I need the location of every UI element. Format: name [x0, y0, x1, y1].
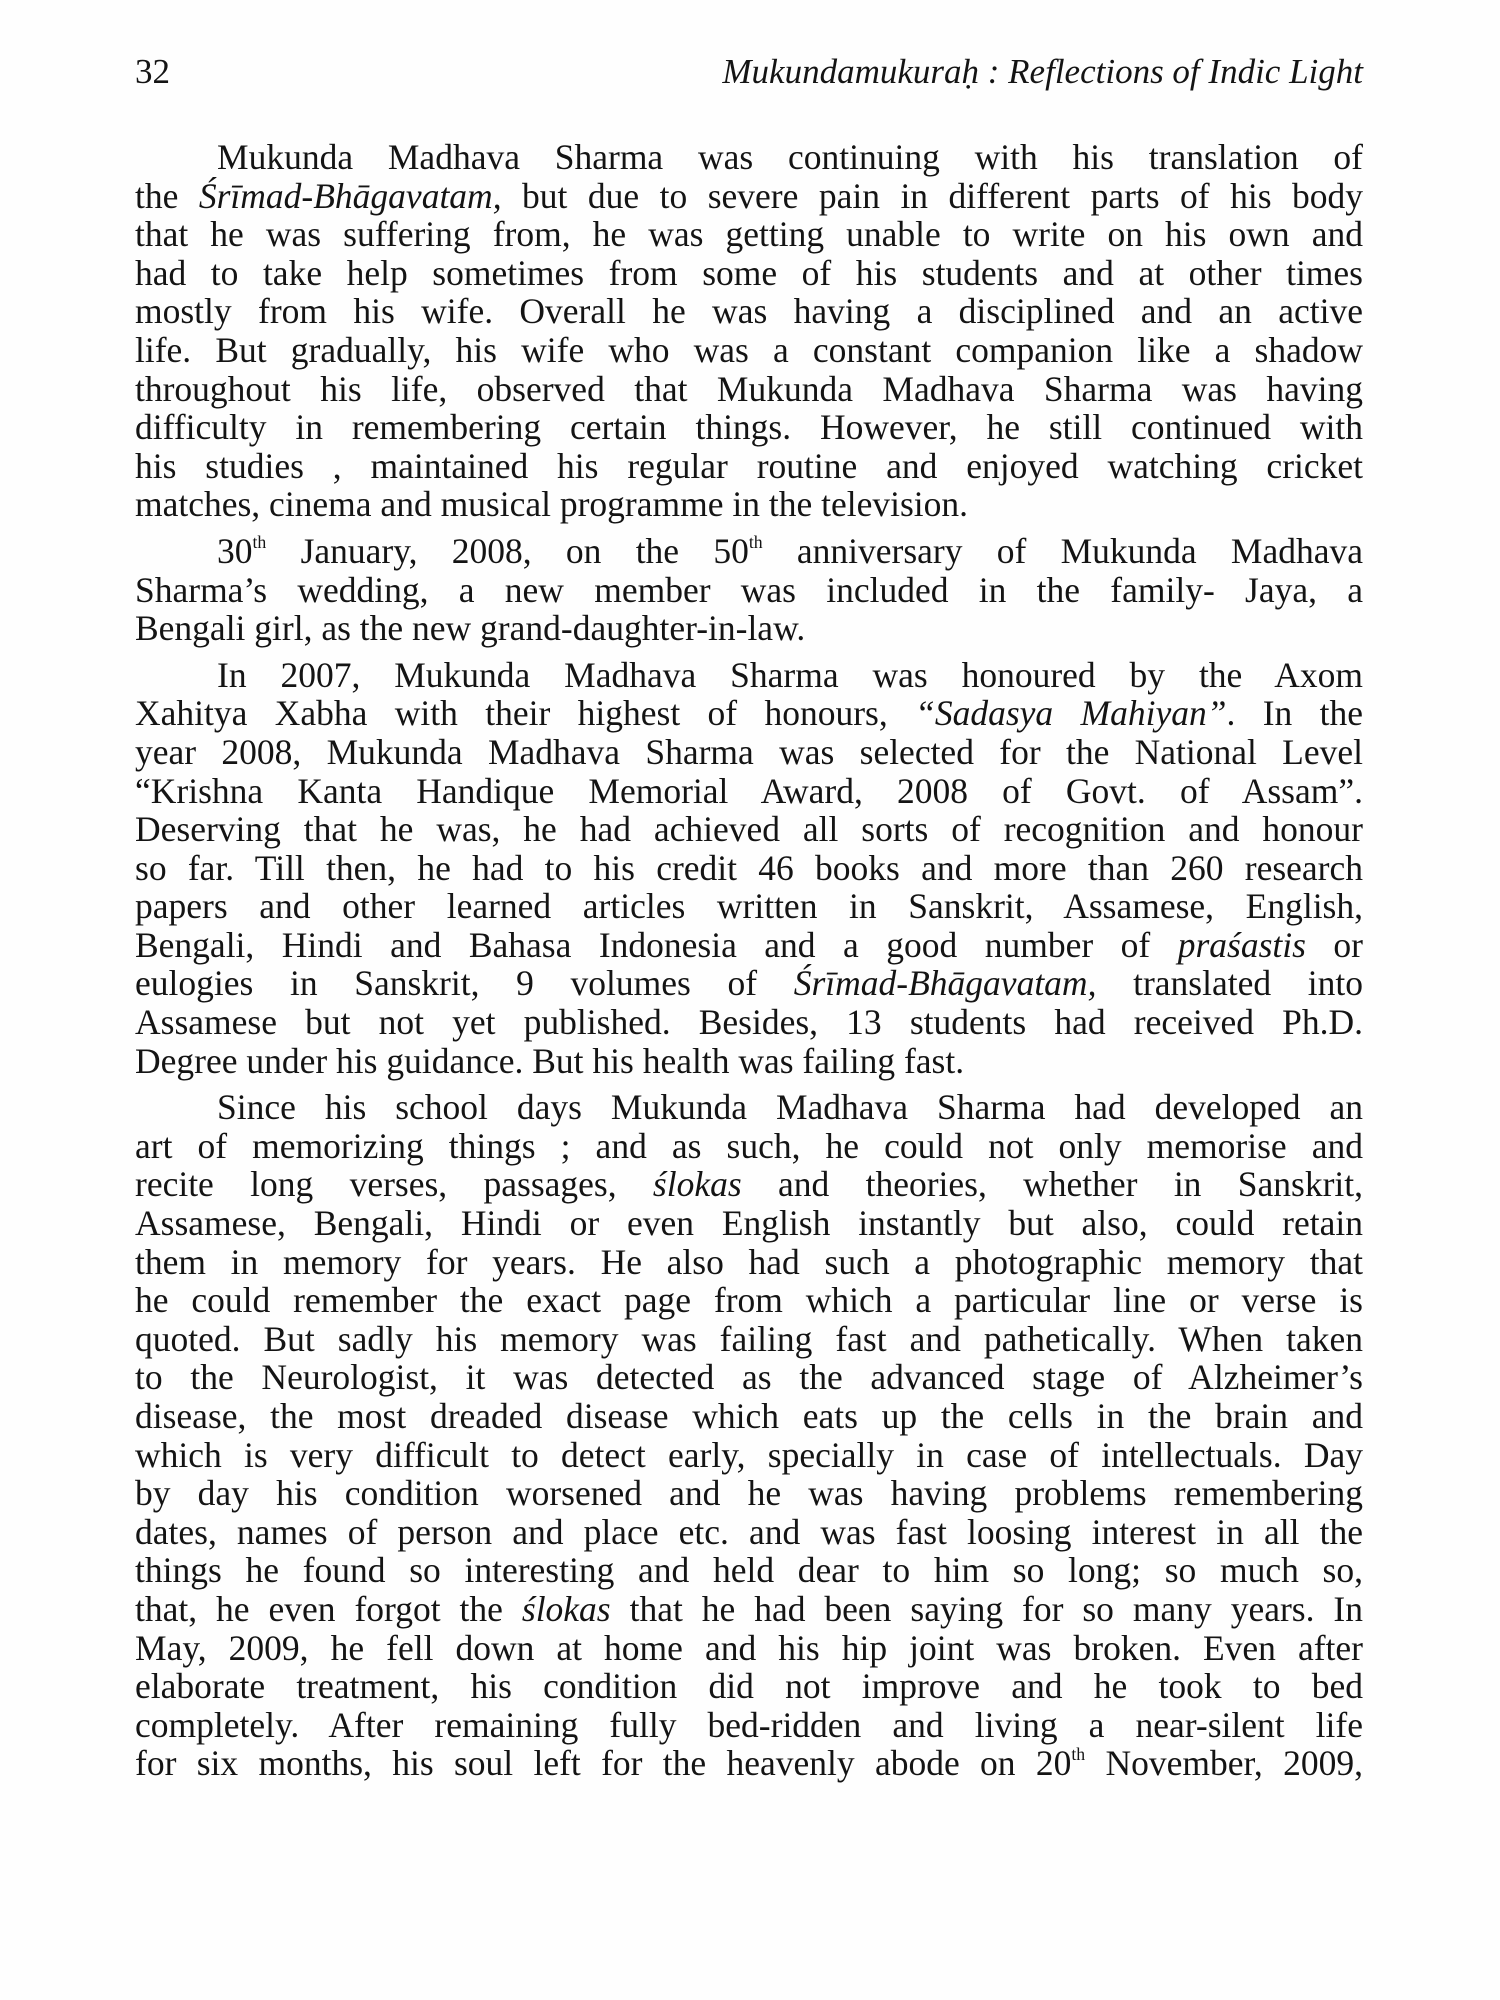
text-line	[135, 1281, 1363, 1320]
text-run: that he had been saying for so many years. In	[610, 1588, 1363, 1629]
text-line	[135, 1551, 1363, 1590]
text-line	[135, 177, 1363, 216]
text-line	[135, 849, 1363, 888]
text-run: the	[135, 175, 199, 216]
text-run: May, 2009, he fell down at home and his hip joint was broken. Even after	[135, 1627, 1363, 1668]
text-run: Assamese but not yet published. Besides, 13 students had received Ph.D.	[135, 1002, 1363, 1043]
running-header	[135, 50, 1363, 94]
text-line	[135, 370, 1363, 409]
text-line	[135, 1590, 1363, 1629]
text-run: Bengali girl, as the new grand-daughter-in-law.	[135, 608, 806, 649]
text-line	[135, 408, 1363, 447]
text-line	[135, 656, 1363, 695]
text-line	[135, 447, 1363, 486]
text-line	[135, 1667, 1363, 1706]
text-run: In 2007, Mukunda Madhava Sharma was honoured by the Axom	[217, 654, 1363, 695]
text-run: Xahitya Xabha with their highest of honours,	[135, 693, 916, 734]
italic-term: ślokas	[521, 1588, 611, 1629]
text-line	[135, 733, 1363, 772]
page-number: 32	[135, 52, 170, 91]
text-line	[135, 331, 1363, 370]
text-run: papers and other learned articles written in Sanskrit, Assamese, English,	[135, 886, 1363, 927]
text-line	[135, 532, 1363, 571]
text-run: Since his school days Mukunda Madhava Sharma had developed an	[217, 1087, 1363, 1128]
text-run: so far. Till then, he had to his credit 46 books and more than 260 research	[135, 847, 1363, 888]
text-run: quoted. But sadly his memory was failing fast and pathetically. When taken	[135, 1318, 1363, 1359]
text-run: art of memorizing things ; and as such, he could not only memorise and	[135, 1125, 1363, 1166]
text-run: for six months, his soul left for the heavenly abode on 20	[135, 1743, 1072, 1784]
text-line	[135, 1436, 1363, 1475]
text-run: had to take help sometimes from some of his students and at other times	[135, 252, 1363, 293]
paragraph	[135, 1088, 1363, 1783]
text-run: or	[1305, 924, 1363, 965]
text-line	[135, 1243, 1363, 1282]
text-line	[135, 1042, 1363, 1081]
text-run: recite long verses, passages,	[135, 1164, 653, 1205]
text-run: that, he even forgot the	[135, 1588, 522, 1629]
text-run: to the Neurologist, it was detected as the advanced stage of Alzheimer’s	[135, 1357, 1363, 1398]
text-line	[135, 1474, 1363, 1513]
paragraph	[135, 138, 1363, 524]
text-line	[135, 485, 1363, 524]
text-line	[135, 1358, 1363, 1397]
paragraph	[135, 532, 1363, 648]
italic-term: ślokas	[652, 1164, 742, 1205]
text-run: but due to severe pain in different parts of his body	[501, 175, 1363, 216]
text-run: difficulty in remembering certain things. However, he still continued with	[135, 407, 1363, 448]
ordinal-suffix: th	[252, 531, 267, 552]
text-run: that he was suffering from, he was getting unable to write on his own and	[135, 214, 1363, 255]
text-run: dates, names of person and place etc. and was fast loosing interest in all the	[135, 1511, 1363, 1552]
text-line	[135, 1706, 1363, 1745]
text-line	[135, 1088, 1363, 1127]
text-run: things he found so interesting and held dear to him so long; so much so,	[135, 1550, 1363, 1591]
text-run: eulogies in Sanskrit, 9 volumes of	[135, 963, 794, 1004]
text-run: year 2008, Mukunda Madhava Sharma was selected for the National Level	[135, 731, 1363, 772]
text-line	[135, 215, 1363, 254]
text-line	[135, 1744, 1363, 1783]
text-line	[135, 926, 1363, 965]
text-run: completely. After remaining fully bed-ridden and living a near-silent life	[135, 1704, 1363, 1745]
text-run: matches, cinema and musical programme in the television.	[135, 484, 969, 525]
text-run: disease, the most dreaded disease which eats up the cells in the brain and	[135, 1396, 1363, 1436]
text-run: which is very difficult to detect early, specially in case of intellectuals. Day	[135, 1434, 1363, 1475]
text-run: his studies , maintained his regular routine and enjoyed watching cricket	[135, 445, 1363, 486]
text-run: and theories, whether in Sanskrit,	[741, 1164, 1363, 1205]
text-line	[135, 1204, 1363, 1243]
text-run: Degree under his guidance. But his health was failing fast.	[135, 1040, 965, 1081]
text-run: January, 2008, on the 50	[266, 530, 749, 571]
text-run: Bengali, Hindi and Bahasa Indonesia and a good number of	[135, 924, 1178, 965]
italic-term: Śrīmad-Bhāgavatam,	[793, 963, 1097, 1004]
text-line	[135, 1629, 1363, 1668]
text-line	[135, 694, 1363, 733]
text-run: Deserving that he was, he had achieved all sorts of recognition and honour	[135, 809, 1363, 850]
text-run: mostly from his wife. Overall he was having a disciplined and an active	[135, 291, 1363, 332]
text-run: them in memory for years. He also had such a photographic memory that	[135, 1241, 1363, 1282]
body-text	[135, 138, 1363, 1791]
text-line	[135, 887, 1363, 926]
ordinal-suffix: th	[748, 531, 763, 552]
text-run: “Krishna Kanta Handique Memorial Award, 2008 of Govt. of Assam”.	[135, 770, 1363, 811]
text-line	[135, 292, 1363, 331]
text-run: he could remember the exact page from which a particular line or verse is	[135, 1280, 1363, 1321]
text-line	[135, 964, 1363, 1003]
text-run: . In the	[1226, 693, 1363, 734]
text-run: Sharma’s wedding, a new member was included in the family- Jaya, a	[135, 569, 1363, 610]
text-run: anniversary of Mukunda Madhava	[762, 530, 1363, 571]
text-run: November, 2009,	[1085, 1743, 1363, 1784]
text-run: life. But gradually, his wife who was a constant companion like a shadow	[135, 329, 1363, 370]
text-run: Mukunda Madhava Sharma was continuing with his translation of	[217, 137, 1363, 177]
text-line	[135, 571, 1363, 610]
book-title: Mukundamukuraḥ : Reflections of Indic Light	[722, 52, 1363, 91]
italic-term: praśastis	[1177, 924, 1306, 965]
text-line	[135, 772, 1363, 811]
text-run: Assamese, Bengali, Hindi or even English instantly but also, could retain	[135, 1203, 1363, 1244]
ordinal-suffix: th	[1071, 1744, 1086, 1765]
text-run: translated into	[1096, 963, 1363, 1004]
text-line	[135, 1397, 1363, 1436]
italic-term: Śrīmad-Bhāgavatam,	[198, 175, 502, 216]
text-run: by day his condition worsened and he was having problems remembering	[135, 1473, 1363, 1514]
text-run: elaborate treatment, his condition did not improve and he took to bed	[135, 1666, 1363, 1707]
text-line	[135, 810, 1363, 849]
text-line	[135, 609, 1363, 648]
italic-term: “Sadasya Mahiyan”	[915, 693, 1227, 734]
text-line	[135, 138, 1363, 177]
paragraph	[135, 656, 1363, 1081]
text-line	[135, 1003, 1363, 1042]
text-run: 30	[217, 530, 253, 571]
text-line	[135, 1127, 1363, 1166]
text-run: throughout his life, observed that Mukunda Madhava Sharma was having	[135, 368, 1363, 409]
text-line	[135, 1320, 1363, 1359]
text-line	[135, 1165, 1363, 1204]
text-line	[135, 1513, 1363, 1552]
text-line	[135, 254, 1363, 293]
